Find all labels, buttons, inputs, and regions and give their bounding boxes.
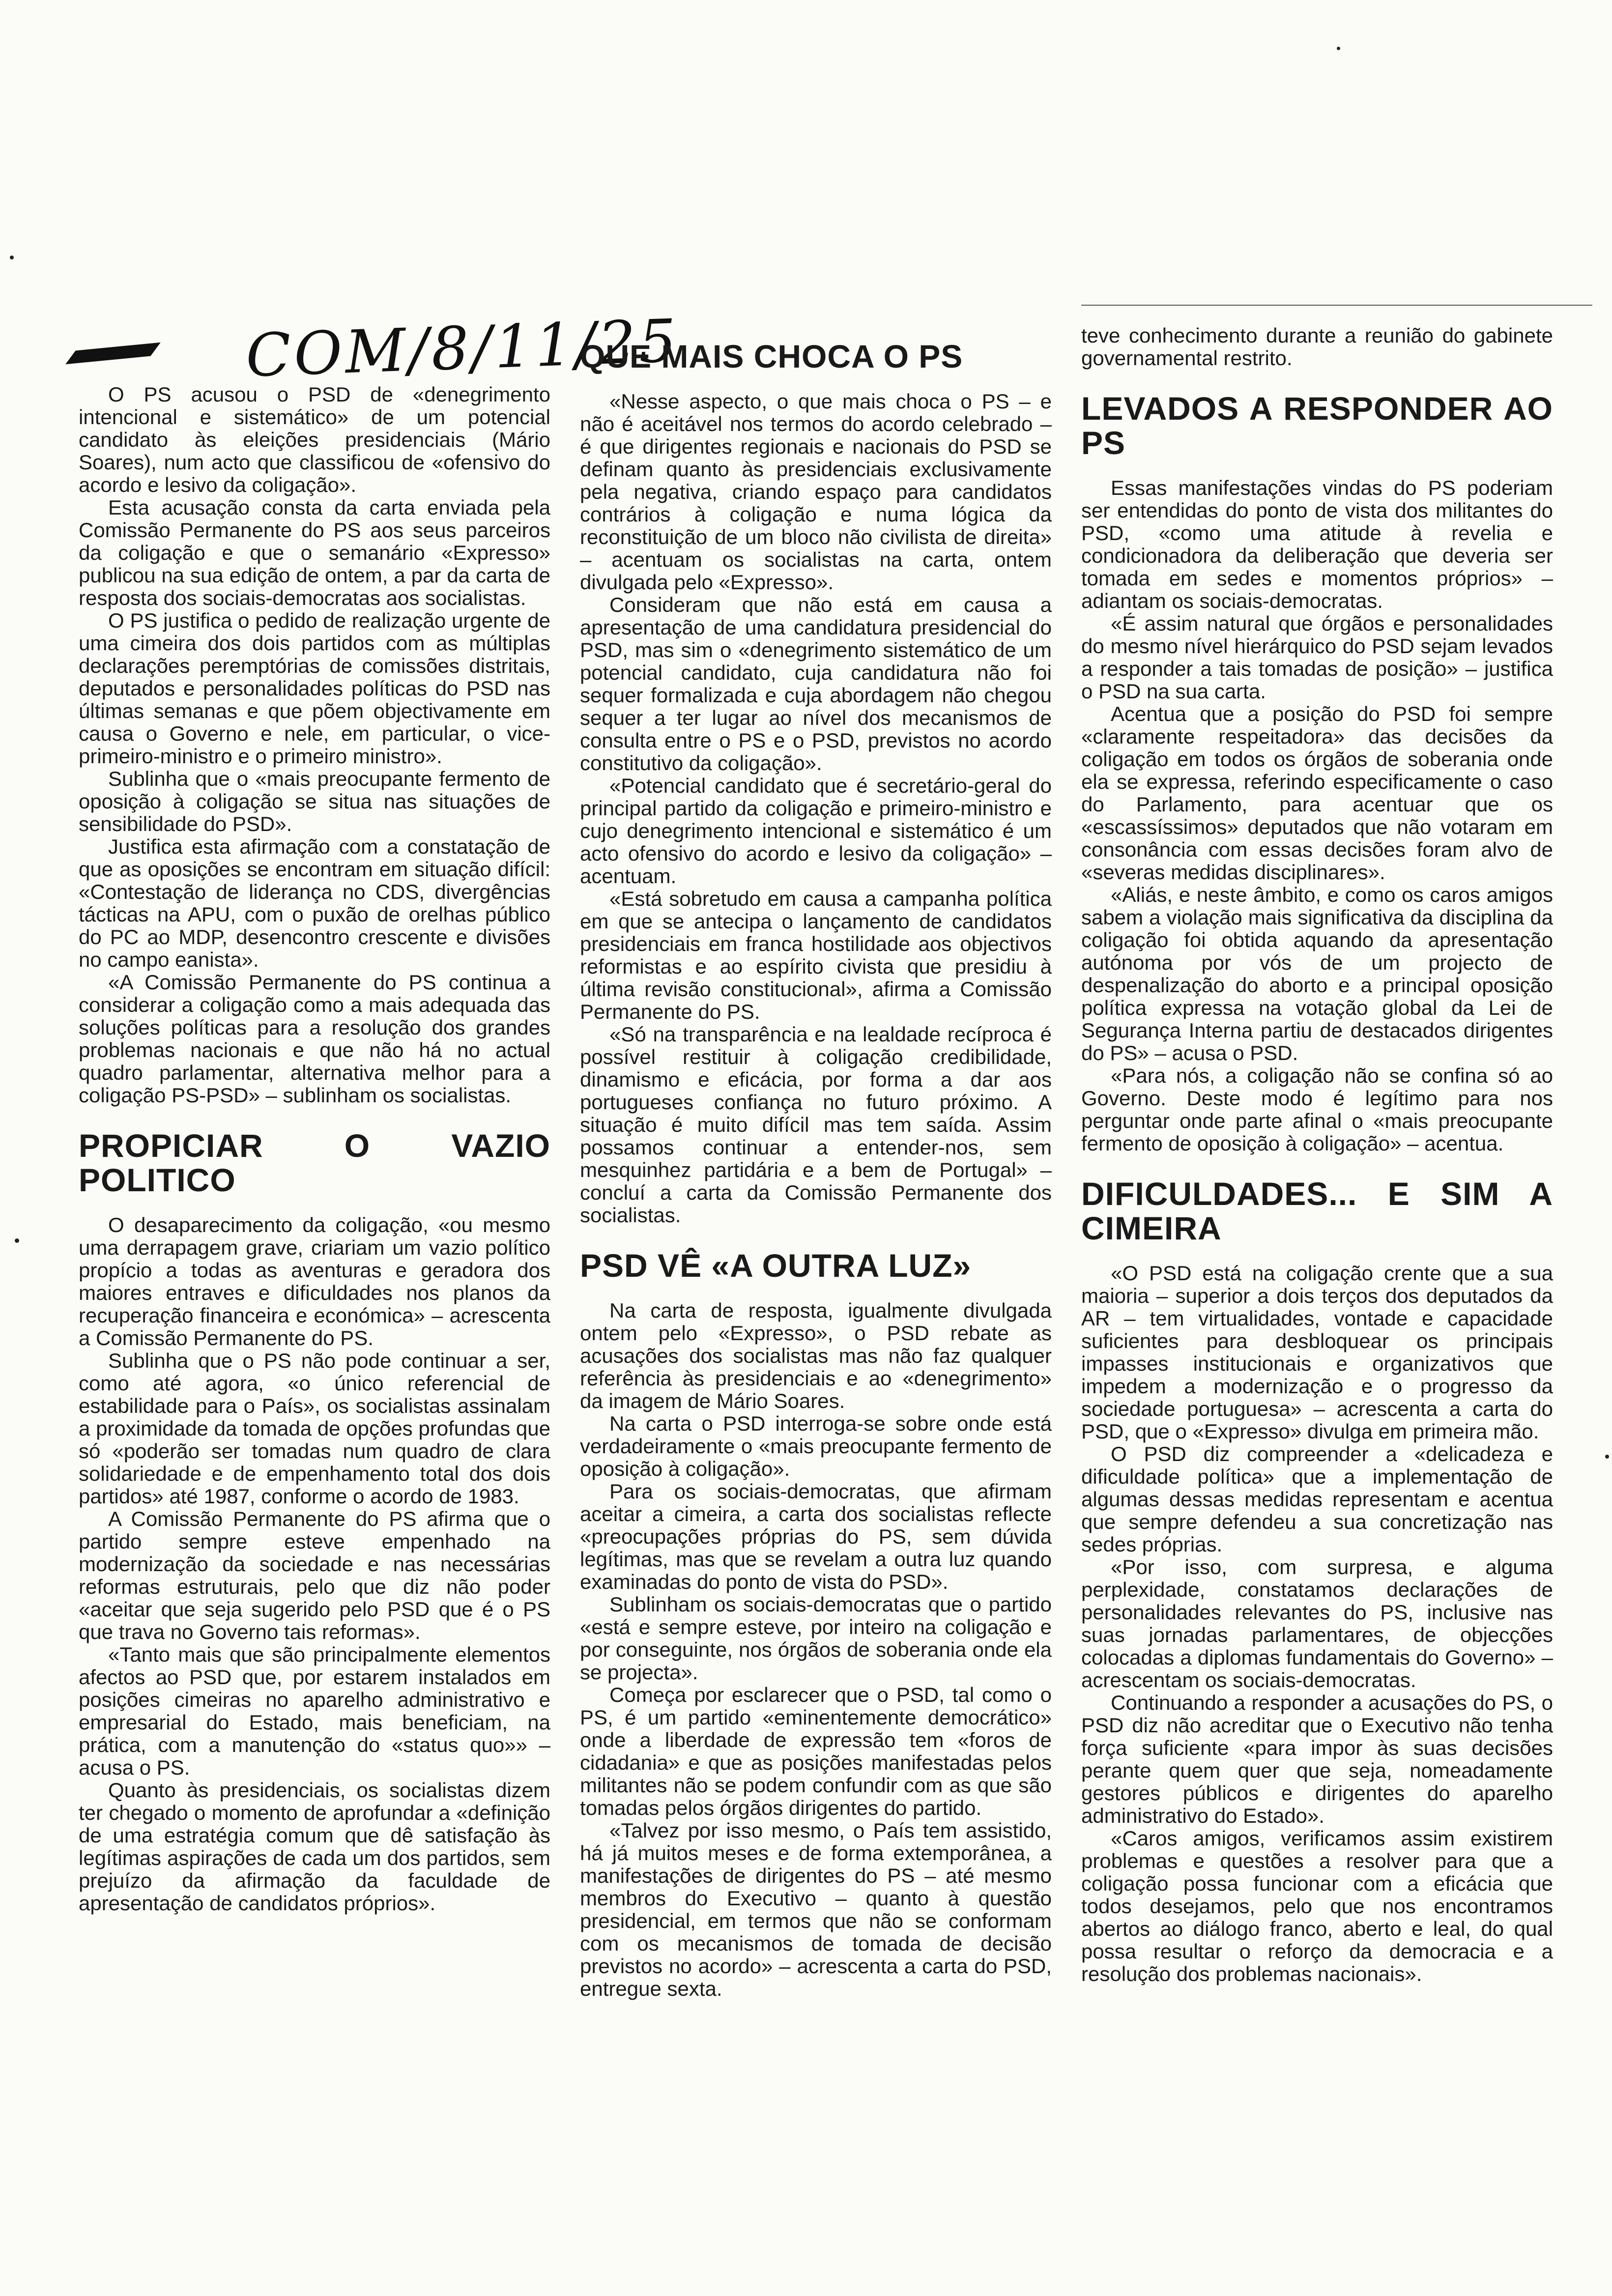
col2-body2 bbox=[580, 1299, 1052, 2000]
scan-speck bbox=[15, 1238, 19, 1243]
paragraph: «Por isso, com surpresa, e alguma perplexidade, constatamos declarações de personalidades relevantes do PS, inclusive nas suas jornadas parlamentares, de objecções colocadas a diplomas fundamentais do Governo» – acrescentam os sociais-democratas. bbox=[1081, 1555, 1553, 1692]
paragraph: Justifica esta afirmação com a constatação de que as oposições se encontram em situação difícil: «Contestação de liderança no CDS, divergências tácticas na APU, com o puxão de orelhas público do PC ao MDP, desencontro crescente e divisões no campo eanista». bbox=[79, 835, 550, 971]
paragraph: «É assim natural que órgãos e personalidades do mesmo nível hierárquico do PSD sejam levados a responder a tais tomadas de posição» – justifica o PSD na sua carta. bbox=[1081, 612, 1553, 703]
col2-body bbox=[580, 390, 1052, 1227]
column-2 bbox=[580, 339, 1052, 2000]
column-top-rule bbox=[1081, 305, 1592, 306]
newspaper-clipping bbox=[69, 305, 1597, 2182]
col1-body bbox=[79, 1214, 550, 1915]
paragraph: «Caros amigos, verificamos assim existirem problemas e questões a resolver para que a coligação possa funcionar com a eficácia que todos desejamos, pelo que nos encontramos abertos ao diálogo franco, aberto e leal, do qual possa resultar o reforço da democracia e a resolução dos problemas nacionais». bbox=[1081, 1827, 1553, 1985]
section-heading: PROPICIAR O VAZIO POLITICO bbox=[79, 1127, 550, 1198]
paragraph: «Só na transparência e na lealdade recíproca é possível restituir à coligação credibilidade, dinamismo e eficácia, por forma a dar aos portugueses confiança no futuro próximo. A situação é muito difícil mas tem saída. Assim possamos continuar a entender-nos, sem mesquinhez partidária e a bem de Portugal» – concluí a carta da Comissão Permanente dos socialistas. bbox=[580, 1023, 1052, 1227]
paragraph: O PSD diz compreender a «delicadeza e dificuldade política» que a implementação de algumas dessas medidas representam e acentua que sempre defendeu a sua concretização nas sedes próprias. bbox=[1081, 1442, 1553, 1556]
paragraph: O PS justifica o pedido de realização urgente de uma cimeira dos dois partidos com as múltiplas declarações peremptórias de comissões distritais, deputados e personalidades políticas do PSD nas últimas semanas e que põem objectivamente em causa o Governo e nele, em particular, o vice-primeiro-ministro e o primeiro ministro». bbox=[79, 609, 550, 768]
handwritten-reference: COM/8/11/25 bbox=[244, 307, 681, 391]
section-heading: DIFICULDADES... E SIM A CIMEIRA bbox=[1081, 1176, 1553, 1246]
paragraph: «A Comissão Permanente do PS continua a considerar a coligação como a mais adequada das soluções políticas para a resolução dos grandes problemas nacionais e que não há no actual quadro parlamentar, alternativa melhor para a coligação PS-PSD» – sublinham os socialistas. bbox=[79, 971, 550, 1107]
scan-speck bbox=[1605, 1455, 1609, 1459]
paragraph: «Talvez por isso mesmo, o País tem assistido, há já muitos meses e de forma extemporânea, a manifestações de dirigentes do PS – até mesmo membros do Executivo – quanto à questão presidencial, em termos que não se conformam com os mecanismos de tomada de decisão previstos no acordo» – acrescenta a carta do PSD, entregue sexta. bbox=[580, 1819, 1052, 2000]
section-heading: LEVADOS A RESPONDER AO PS bbox=[1081, 390, 1553, 461]
paragraph: O PS acusou o PSD de «denegrimento intencional e sistemático» de um potencial candidato às eleições presidenciais (Mário Soares), num acto que classificou de «ofensivo do acordo e lesivo da coligação». bbox=[79, 383, 550, 496]
paragraph: Continuando a responder a acusações do PS, o PSD diz não acreditar que o Executivo não tenha força suficiente «para impor às suas decisões perante quem quer que seja, nomeadamente gestores públicos e dirigentes do aparelho administrativo do Estado». bbox=[1081, 1691, 1553, 1827]
section-heading: QUE MAIS CHOCA O PS bbox=[580, 338, 963, 374]
paragraph: «Aliás, e neste âmbito, e como os caros amigos sabem a violação mais significativa da disciplina da coligação foi obtida aquando da apresentação autónoma por vós de um projecto de despenalização do aborto e a principal oposição política expressa na votação global da Lei de Segurança Interna partiu de destacados dirigentes do PS» – acusa o PSD. bbox=[1081, 883, 1553, 1064]
paragraph: teve conhecimento durante a reunião do gabinete governamental restrito. bbox=[1081, 324, 1553, 370]
col3-intro bbox=[1081, 324, 1553, 370]
column-1 bbox=[79, 383, 550, 1915]
paragraph: «O PSD está na coligação crente que a sua maioria – superior a dois terços dos deputados da AR – tem virtualidades, vontade e capacidade suficientes para desbloquear os principais impasses institucionais e organizativos que impedem a modernização e o progresso da sociedade portuguesa» – acrescenta a carta do PSD, que o «Expresso» divulga em primeira mão. bbox=[1081, 1262, 1553, 1443]
paragraph: «Nesse aspecto, o que mais choca o PS – e não é aceitável nos termos do acordo celebrado – é que dirigentes regionais e nacionais do PSD se definam quanto às presidenciais exclusivamente pela negativa, criando espaço para candidatos contrários à coligação e numa lógica da reconstituição de um bloco não civilista de direita» – acentuam os socialistas na carta, ontem divulgada pelo «Expresso». bbox=[580, 390, 1052, 594]
paragraph: O desaparecimento da coligação, «ou mesmo uma derrapagem grave, criariam um vazio político propício a todas as aventuras e geradora dos maiores entraves e dificuldades nos planos da recuperação financeira e económica» – acrescenta a Comissão Permanente do PS. bbox=[79, 1213, 550, 1349]
paragraph: Na carta o PSD interroga-se sobre onde está verdadeiramente o «mais preocupante fermento de oposição à coligação». bbox=[580, 1412, 1052, 1480]
paragraph: Sublinha que o «mais preocupante fermento de oposição à coligação se situa nas situações de sensibilidade do PSD». bbox=[79, 767, 550, 835]
paragraph: «Potencial candidato que é secretário-geral do principal partido da coligação e primeiro-ministro e cujo denegrimento intencional e sistemático é um acto ofensivo do acordo e lesivo da coligação» – acentuam. bbox=[580, 774, 1052, 888]
paragraph: «Tanto mais que são principalmente elementos afectos ao PSD que, por estarem instalados em posições cimeiras no aparelho administrativo e empresarial do Estado, mais beneficiam, na prática, com a manutenção do «status quo»» – acusa o PS. bbox=[79, 1643, 550, 1779]
paragraph: A Comissão Permanente do PS afirma que o partido sempre esteve empenhado na modernização da sociedade e nas necessárias reformas estruturais, pelo que diz não poder «aceitar que seja sugerido pelo PSD que é o PS que trava no Governo tais reformas». bbox=[79, 1507, 550, 1643]
section-heading: PSD VÊ «A OUTRA LUZ» bbox=[580, 1247, 972, 1284]
paragraph: Para os sociais-democratas, que afirmam aceitar a cimeira, a carta dos socialistas reflecte «preocupações próprias do PS, sem dúvida legítimas, mas que se revelam a outra luz quando examinadas do ponto de vista do PSD». bbox=[580, 1480, 1052, 1593]
col1-intro bbox=[79, 383, 550, 1107]
col3-body2 bbox=[1081, 1262, 1553, 1985]
paragraph: «Para nós, a coligação não se confina só ao Governo. Deste modo é legítimo para nos perguntar onde parte afinal o «mais preocupante fermento de oposição à coligação» – acentua. bbox=[1081, 1064, 1553, 1155]
paragraph: Consideram que não está em causa a apresentação de uma candidatura presidencial do PSD, mas sim o «denegrimento sistemático de um potencial candidato, cuja candidatura não foi sequer formalizada e cuja abordagem não chegou sequer a ter lugar ao nível dos mecanismos de consulta entre o PS e o PSD, previstos no acordo constitutivo da coligação». bbox=[580, 593, 1052, 775]
column-3 bbox=[1081, 324, 1553, 1985]
col3-body bbox=[1081, 477, 1553, 1155]
paragraph: «Está sobretudo em causa a campanha política em que se antecipa o lançamento de candidatos presidenciais em franca hostilidade aos objectivos reformistas e ao espírito civista que presidiu à última revisão constitucional», afirma a Comissão Permanente do PS. bbox=[580, 887, 1052, 1023]
scan-speck bbox=[1337, 47, 1340, 50]
paragraph: Acentua que a posição do PSD foi sempre «claramente respeitadora» das decisões da coligação em todos os órgãos de soberania onde ela se expressa, referindo especificamente o caso do Parlamento, para acentuar que os «escassíssimos» deputados que não votaram em consonância com essas decisões foram alvo de «severas medidas disciplinares». bbox=[1081, 702, 1553, 884]
paragraph: Sublinha que o PS não pode continuar a ser, como até agora, «o único referencial de estabilidade para o País», os socialistas assinalam a proximidade da tomada de opções profundas que só «poderão ser tomadas num quadro de clara solidariedade e de empenhamento total dos dois partidos» até 1987, conforme o acordo de 1983. bbox=[79, 1349, 550, 1508]
paragraph: Começa por esclarecer que o PSD, tal como o PS, é um partido «eminentemente democrático» onde a liberdade de expressão tem «foros de cidadania» e que as posições manifestadas pelos militantes não se podem confundir com as que são tomadas pelos órgãos dirigentes do partido. bbox=[580, 1683, 1052, 1819]
paragraph: Na carta de resposta, igualmente divulgada ontem pelo «Expresso», o PSD rebate as acusações dos socialistas mas não faz qualquer referência às presidenciais e ao «denegrimento» da imagem de Mário Soares. bbox=[580, 1299, 1052, 1412]
scan-speck bbox=[10, 256, 14, 259]
paragraph: Esta acusação consta da carta enviada pela Comissão Permanente do PS aos seus parceiros da coligação e que o semanário «Expresso» publicou na sua edição de ontem, a par da carta de resposta dos sociais-democratas aos socialistas. bbox=[79, 496, 550, 609]
paragraph: Quanto às presidenciais, os socialistas dizem ter chegado o momento de aprofundar a «definição de uma estratégia comum que dê satisfação às legítimas aspirações de cada um dos partidos, sem prejuízo da afirmação da faculdade de apresentação de candidatos próprios». bbox=[79, 1779, 550, 1915]
paragraph: Sublinham os sociais-democratas que o partido «está e sempre esteve, por inteiro na coligação e por conseguinte, nos órgãos de soberania onde ela se projecta». bbox=[580, 1593, 1052, 1684]
paragraph: Essas manifestações vindas do PS poderiam ser entendidas do ponto de vista dos militantes do PSD, «como uma atitude à revelia e condicionadora da deliberação que deveria ser tomada em sedes e momentos próprios» – adiantam os sociais-democratas. bbox=[1081, 476, 1553, 612]
